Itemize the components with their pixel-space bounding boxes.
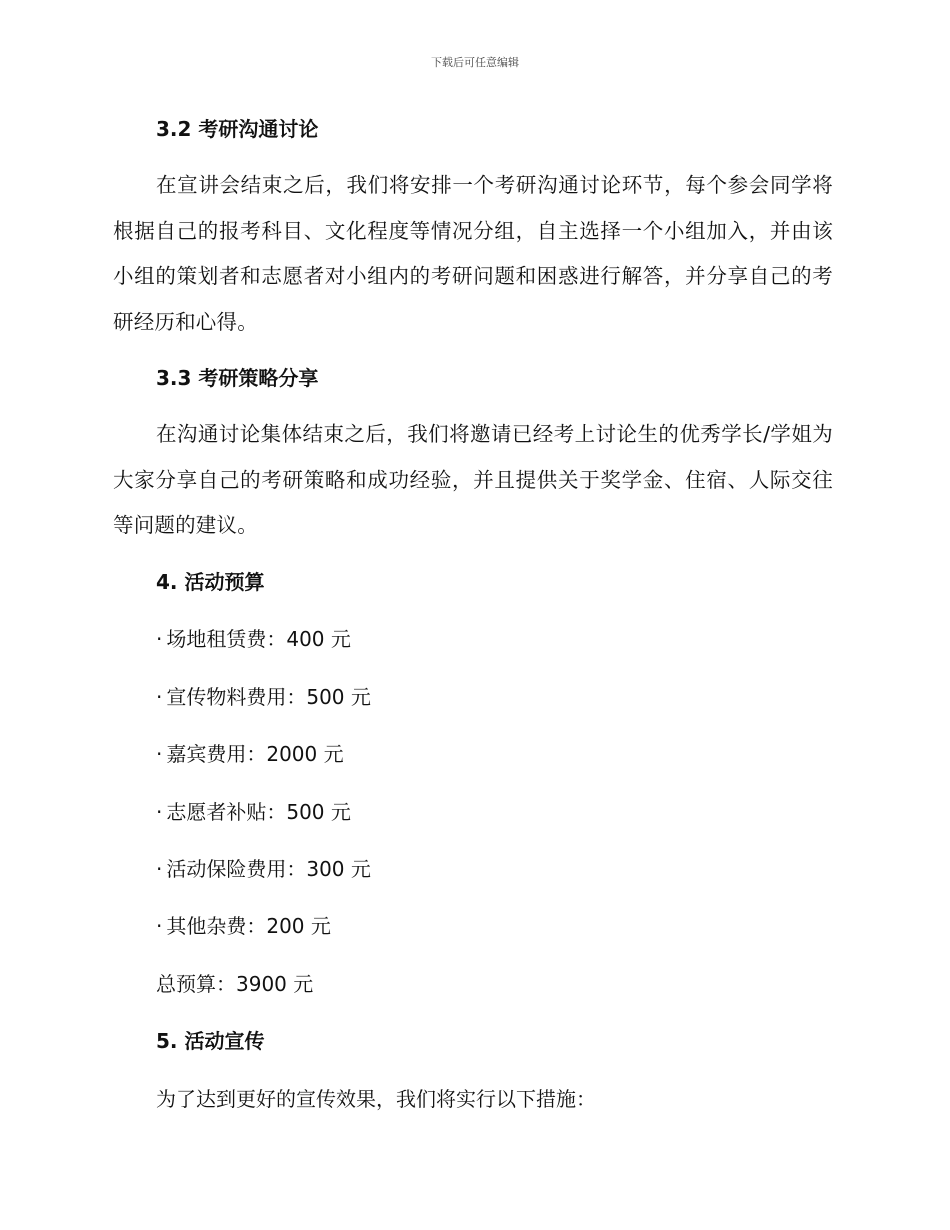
budget-item-text: 其他杂费：200 元 — [166, 914, 331, 938]
budget-item — [156, 911, 331, 941]
budget-item-text: 嘉宾费用：2000 元 — [166, 742, 344, 766]
section-3-2-heading: 3.2 考研沟通讨论 — [156, 117, 319, 141]
budget-total: 总预算：3900 元 — [156, 972, 314, 996]
section-5-intro: 为了达到更好的宣传效果，我们将实行以下措施： — [156, 1087, 596, 1111]
bullet-icon: · — [156, 742, 163, 766]
section-4-heading: 4. 活动预算 — [156, 570, 265, 594]
budget-item — [156, 797, 351, 827]
budget-item — [156, 854, 371, 884]
bullet-icon: · — [156, 800, 163, 824]
section-3-3-heading: 3.3 考研策略分享 — [156, 366, 319, 390]
bullet-icon: · — [156, 627, 163, 651]
budget-item — [156, 624, 351, 654]
budget-item-text: 志愿者补贴：500 元 — [166, 800, 351, 824]
bullet-icon: · — [156, 914, 163, 938]
bullet-icon: · — [156, 857, 163, 881]
budget-item-text: 活动保险费用：300 元 — [166, 857, 371, 881]
bullet-icon: · — [156, 685, 163, 709]
budget-item — [156, 739, 344, 769]
budget-item — [156, 682, 371, 712]
page-header-note: 下载后可任意编辑 — [431, 56, 519, 69]
budget-item-text: 场地租赁费：400 元 — [166, 627, 351, 651]
section-3-3-paragraph: 在沟通讨论集体结束之后，我们将邀请已经考上讨论生的优秀学长/学姐为大家分享自己的考研策略和成功经验，并且提供关于奖学金、住宿、人际交往等问题的建议。 — [113, 422, 833, 537]
section-5-heading: 5. 活动宣传 — [156, 1029, 265, 1053]
budget-item-text: 宣传物料费用：500 元 — [166, 685, 371, 709]
section-3-2-paragraph: 在宣讲会结束之后，我们将安排一个考研沟通讨论环节，每个参会同学将根据自己的报考科目、文化程度等情况分组，自主选择一个小组加入，并由该小组的策划者和志愿者对小组内的考研问题和困惑进行解答，并分享自己的考研经历和心得。 — [113, 173, 833, 334]
